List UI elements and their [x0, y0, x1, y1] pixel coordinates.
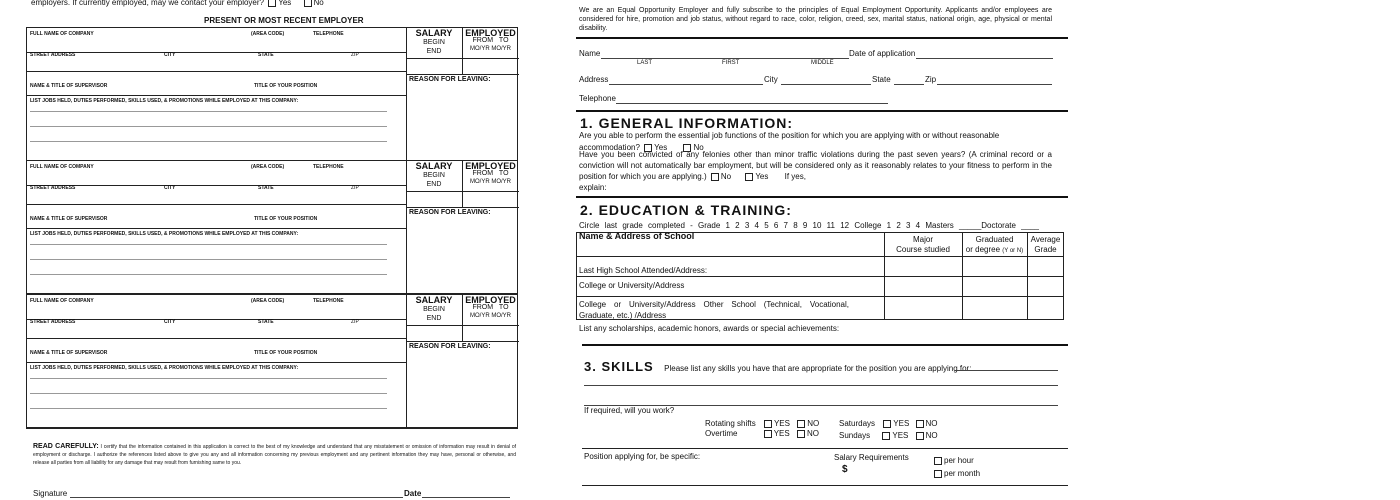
- telephone-label: TELEPHONE: [313, 31, 344, 37]
- sundays-row: Sundays YES NO: [839, 431, 938, 440]
- saturdays-yes-checkbox[interactable]: [883, 420, 891, 428]
- position-label: Position applying for, be specific:: [584, 452, 701, 461]
- dollar-sign: $: [842, 464, 848, 475]
- education-title: 2. EDUCATION & TRAINING:: [580, 202, 792, 218]
- row-other-school: College or University/Address Other School (Technical, Vocational, Graduate, etc.) /Address: [579, 300, 849, 320]
- sundays-no-checkbox[interactable]: [916, 432, 924, 440]
- telephone-label: Telephone: [579, 94, 616, 103]
- eeo-statement: We are an Equal Opportunity Employer and fully subscribe to the principles of Equal Employment Opportunity. Applicants and/or employees are considered for hire, promotion and job status, without regard to race, color, religion, creed, sex, marital status, national origin, age, physical or mental disability.: [579, 7, 1052, 32]
- street-label: STREET ADDRESS: [30, 319, 76, 325]
- conviction-no-checkbox[interactable]: [711, 173, 719, 181]
- rotating-shifts-row: Rotating shifts YES NO: [705, 419, 820, 428]
- company-name-label: FULL NAME OF COMPANY: [30, 31, 94, 37]
- state-field[interactable]: [894, 84, 924, 85]
- rotating-yes-checkbox[interactable]: [764, 420, 772, 428]
- employed-cell: EMPLOYED FROM TO MO/YR MO/YR: [465, 295, 516, 319]
- duties-line[interactable]: [30, 393, 387, 394]
- date-application-field[interactable]: [916, 58, 1053, 59]
- duties-label: LIST JOBS HELD, DUTIES PERFORMED, SKILLS USED, & PROMOTIONS WHILE EMPLOYED AT THIS COMPANY:: [30, 365, 299, 371]
- employer-block: [26, 27, 518, 161]
- date-label: Date: [404, 489, 422, 498]
- address-field[interactable]: [609, 84, 763, 85]
- area-code-label: (AREA CODE): [251, 298, 285, 304]
- read-carefully-block: READ CAREFULLY: I certify that the information contained in this application is correct to the best of my knowledge and understand that any misstatement or omission of information may result in denial of employment or discharge. I authorize the references listed above to give you any and all information concerning my previous employment and any pertinent information they may have, personal or otherwise, and release all parties from all liability for any damage that may result from furnishing same to you.: [33, 443, 516, 466]
- address-label: Address: [579, 75, 609, 84]
- employer-section-title: PRESENT OR MOST RECENT EMPLOYER: [204, 16, 364, 25]
- per-month-checkbox[interactable]: [934, 470, 942, 478]
- zip-label: ZIP: [351, 319, 359, 325]
- supervisor-label: NAME & TITLE OF SUPERVISOR: [30, 216, 108, 222]
- signature-field[interactable]: [70, 497, 403, 498]
- row-college: College or University/Address: [579, 281, 685, 290]
- reason-label: REASON FOR LEAVING:: [409, 209, 491, 216]
- rotating-no-checkbox[interactable]: [797, 420, 805, 428]
- skills-line-2[interactable]: [584, 385, 1058, 386]
- employer-block: [26, 160, 518, 294]
- duties-line[interactable]: [30, 408, 387, 409]
- position-label: TITLE OF YOUR POSITION: [254, 216, 318, 222]
- skills-row: 3. SKILLS Please list any skills you have that are appropriate for the position you are applying for:: [584, 359, 972, 374]
- zip-label: ZIP: [351, 185, 359, 191]
- area-code-label: (AREA CODE): [251, 31, 285, 37]
- duties-line[interactable]: [30, 141, 387, 142]
- employed-cell: EMPLOYED FROM TO MO/YR MO/YR: [465, 161, 516, 185]
- saturdays-no-checkbox[interactable]: [916, 420, 924, 428]
- employer-block: [26, 294, 518, 428]
- conviction-yes-checkbox[interactable]: [745, 173, 753, 181]
- overtime-yes-checkbox[interactable]: [764, 430, 772, 438]
- overtime-row: Overtime YES NO: [705, 429, 819, 438]
- position-label: TITLE OF YOUR POSITION: [254, 83, 318, 89]
- duties-label: LIST JOBS HELD, DUTIES PERFORMED, SKILLS USED, & PROMOTIONS WHILE EMPLOYED AT THIS COMPANY:: [30, 98, 299, 104]
- sundays-yes-checkbox[interactable]: [882, 432, 890, 440]
- city-label: CITY: [164, 52, 176, 58]
- signature-label: Signature: [33, 489, 68, 498]
- street-label: STREET ADDRESS: [30, 52, 76, 58]
- skills-field[interactable]: [955, 370, 1058, 371]
- saturdays-row: Saturdays YES NO: [839, 419, 938, 428]
- last-hint: LAST: [637, 60, 653, 66]
- reason-label: REASON FOR LEAVING:: [409, 76, 491, 83]
- duties-line[interactable]: [30, 111, 387, 112]
- date-field[interactable]: [422, 497, 510, 498]
- col-graduated-header: Graduated or degree (Y or N): [965, 235, 1024, 254]
- contact-question: employers. If currently employed, may we contact your employer? Yes No: [31, 0, 324, 7]
- duties-line[interactable]: [30, 274, 387, 275]
- city-label: City: [764, 75, 778, 84]
- first-hint: FIRST: [722, 60, 740, 66]
- employed-cell: EMPLOYED FROM TO MO/YR MO/YR: [465, 28, 516, 52]
- reason-label: REASON FOR LEAVING:: [409, 343, 491, 350]
- duties-line[interactable]: [30, 244, 387, 245]
- street-label: STREET ADDRESS: [30, 185, 76, 191]
- zip-field[interactable]: [937, 84, 1052, 85]
- contact-no-checkbox[interactable]: [304, 0, 312, 7]
- telephone-field[interactable]: [616, 103, 888, 104]
- date-application-label: Date of application: [849, 49, 916, 58]
- grade-circle-line: Circle last grade completed - Grade 1 2 3 4 5 6 7 8 9 10 11 12 College 1 2 3 4 Masters _____Doctorate ____: [579, 221, 1039, 230]
- area-code-label: (AREA CODE): [251, 164, 285, 170]
- telephone-label: TELEPHONE: [313, 298, 344, 304]
- contact-yes-checkbox[interactable]: [268, 0, 276, 7]
- supervisor-label: NAME & TITLE OF SUPERVISOR: [30, 83, 108, 89]
- position-label: TITLE OF YOUR POSITION: [254, 350, 318, 356]
- state-label: STATE: [258, 185, 274, 191]
- salary-cell: SALARY BEGIN END: [415, 161, 453, 188]
- telephone-label: TELEPHONE: [313, 164, 344, 170]
- zip-label: ZIP: [351, 52, 359, 58]
- supervisor-label: NAME & TITLE OF SUPERVISOR: [30, 350, 108, 356]
- achievements-label: List any scholarships, academic honors, awards or special achievements:: [579, 324, 840, 333]
- col-major-header: Major Course studied: [896, 235, 950, 254]
- company-name-label: FULL NAME OF COMPANY: [30, 164, 94, 170]
- state-label: STATE: [258, 319, 274, 325]
- name-label: Name: [579, 49, 601, 58]
- salary-req-label: Salary Requirements: [834, 453, 909, 462]
- state-label: State: [872, 75, 891, 84]
- city-label: CITY: [164, 319, 176, 325]
- duties-line[interactable]: [30, 126, 387, 127]
- duties-line[interactable]: [30, 259, 387, 260]
- general-q2: Have you been convicted of any felonies other than minor traffic violations during the past seven years? (A criminal record or a conviction will not automatically bar employment, but will be considered only as it reasonably relates to your fitness to perform in the position for which you are applying.) No Yes If yes, explain:: [579, 150, 1052, 192]
- col-average-header: Average Grade: [1030, 235, 1061, 254]
- duties-label: LIST JOBS HELD, DUTIES PERFORMED, SKILLS USED, & PROMOTIONS WHILE EMPLOYED AT THIS COMPANY:: [30, 231, 299, 237]
- general-info-title: 1. GENERAL INFORMATION:: [580, 115, 794, 131]
- city-label: CITY: [164, 185, 176, 191]
- duties-line[interactable]: [30, 378, 387, 379]
- middle-hint: MIDDLE: [811, 60, 834, 66]
- col-school-header: Name & Address of School: [579, 231, 695, 241]
- city-field[interactable]: [781, 84, 871, 85]
- per-hour-option: per hour: [932, 456, 974, 465]
- per-month-option: per month: [932, 469, 980, 478]
- overtime-no-checkbox[interactable]: [797, 430, 805, 438]
- name-field[interactable]: [601, 58, 849, 59]
- company-name-label: FULL NAME OF COMPANY: [30, 298, 94, 304]
- work-question: If required, will you work?: [584, 406, 675, 415]
- general-q1: Are you able to perform the essential job functions of the position for which you are applying with or without reasonable accommodation? Yes No: [579, 131, 1000, 152]
- row-high-school: Last High School Attended/Address:: [579, 266, 708, 275]
- salary-cell: SALARY BEGIN END: [415, 295, 453, 322]
- zip-label: Zip: [925, 75, 937, 84]
- salary-cell: SALARY BEGIN END: [415, 28, 453, 55]
- state-label: STATE: [258, 52, 274, 58]
- per-hour-checkbox[interactable]: [934, 457, 942, 465]
